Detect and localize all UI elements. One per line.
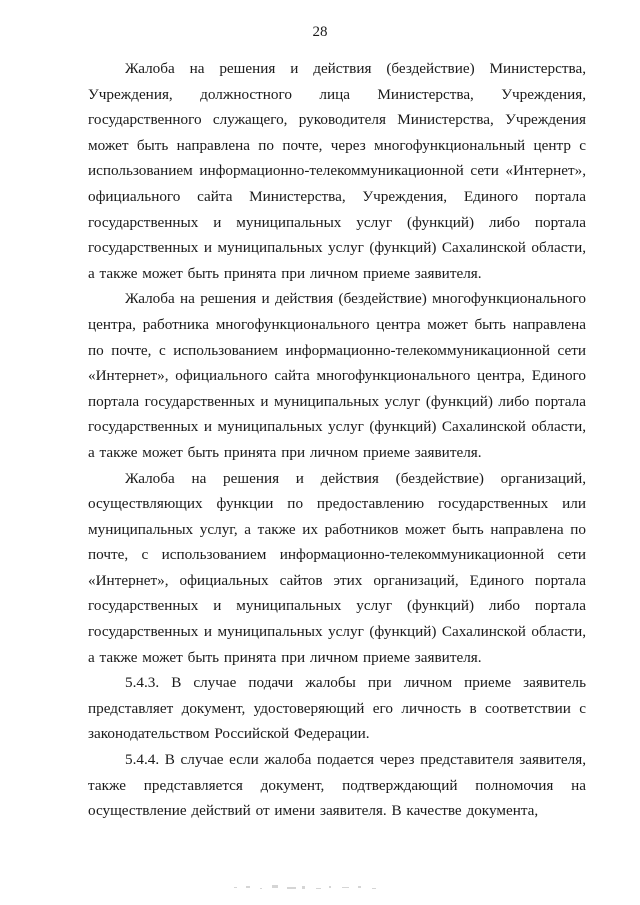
page-number: 28 [312,24,328,40]
paragraph-5-4-3: 5.4.3. В случае подачи жалобы при личном приеме заявитель представляет документ, удостоверяющий его личность в соответствии с законодательством Российской Федерации. [88,674,586,743]
document-body [88,56,586,824]
paragraph-complaint-ministry: Жалоба на решения и действия (бездействие) Министерства, Учреждения, должностного лица Министерства, Учреждения, государственного служащего, руководителя Министерства, Учреждения может быть направлена по почте, через многофункциональный центр с использованием информационно-телекоммуникационной сети «Интернет», официального сайта Министерства, Учреждения, Единого портала государственных и муниципальных услуг (функций) либо портала государственных и муниципальных услуг (функций) Сахалинской области, а также может быть принята при личном приеме заявителя. [88,60,586,282]
paragraph-complaint-mfc: Жалоба на решения и действия (бездействие) многофункционального центра, работника многофункционального центра может быть направлена по почте, с использованием информационно-телекоммуникационной сети «Интернет», официального сайта многофункционального центра, Единого портала государственных и муниципальных услуг (функций) либо портала государственных и муниципальных услуг (функций) Сахалинской области, а также может быть принята при личном приеме заявителя. [88,290,586,461]
paragraph-5-4-4: 5.4.4. В случае если жалоба подается через представителя заявителя, также представляется документ, подтверждающий полномочия на осуществление действий от имени заявителя. В качестве документа, [88,751,586,820]
scan-noise-mark [232,884,382,892]
paragraph-complaint-organizations: Жалоба на решения и действия (бездействие) организаций, осуществляющих функции по предоставлению государственных или муниципальных услуг, а также их работников может быть направлена по почте, с использованием информационно-телекоммуникационной сети «Интернет», официальных сайтов этих организаций, Единого портала государственных и муниципальных услуг (функций) либо портала государственных и муниципальных услуг (функций) Сахалинской области, а также может быть принята при личном приеме заявителя. [88,469,586,666]
